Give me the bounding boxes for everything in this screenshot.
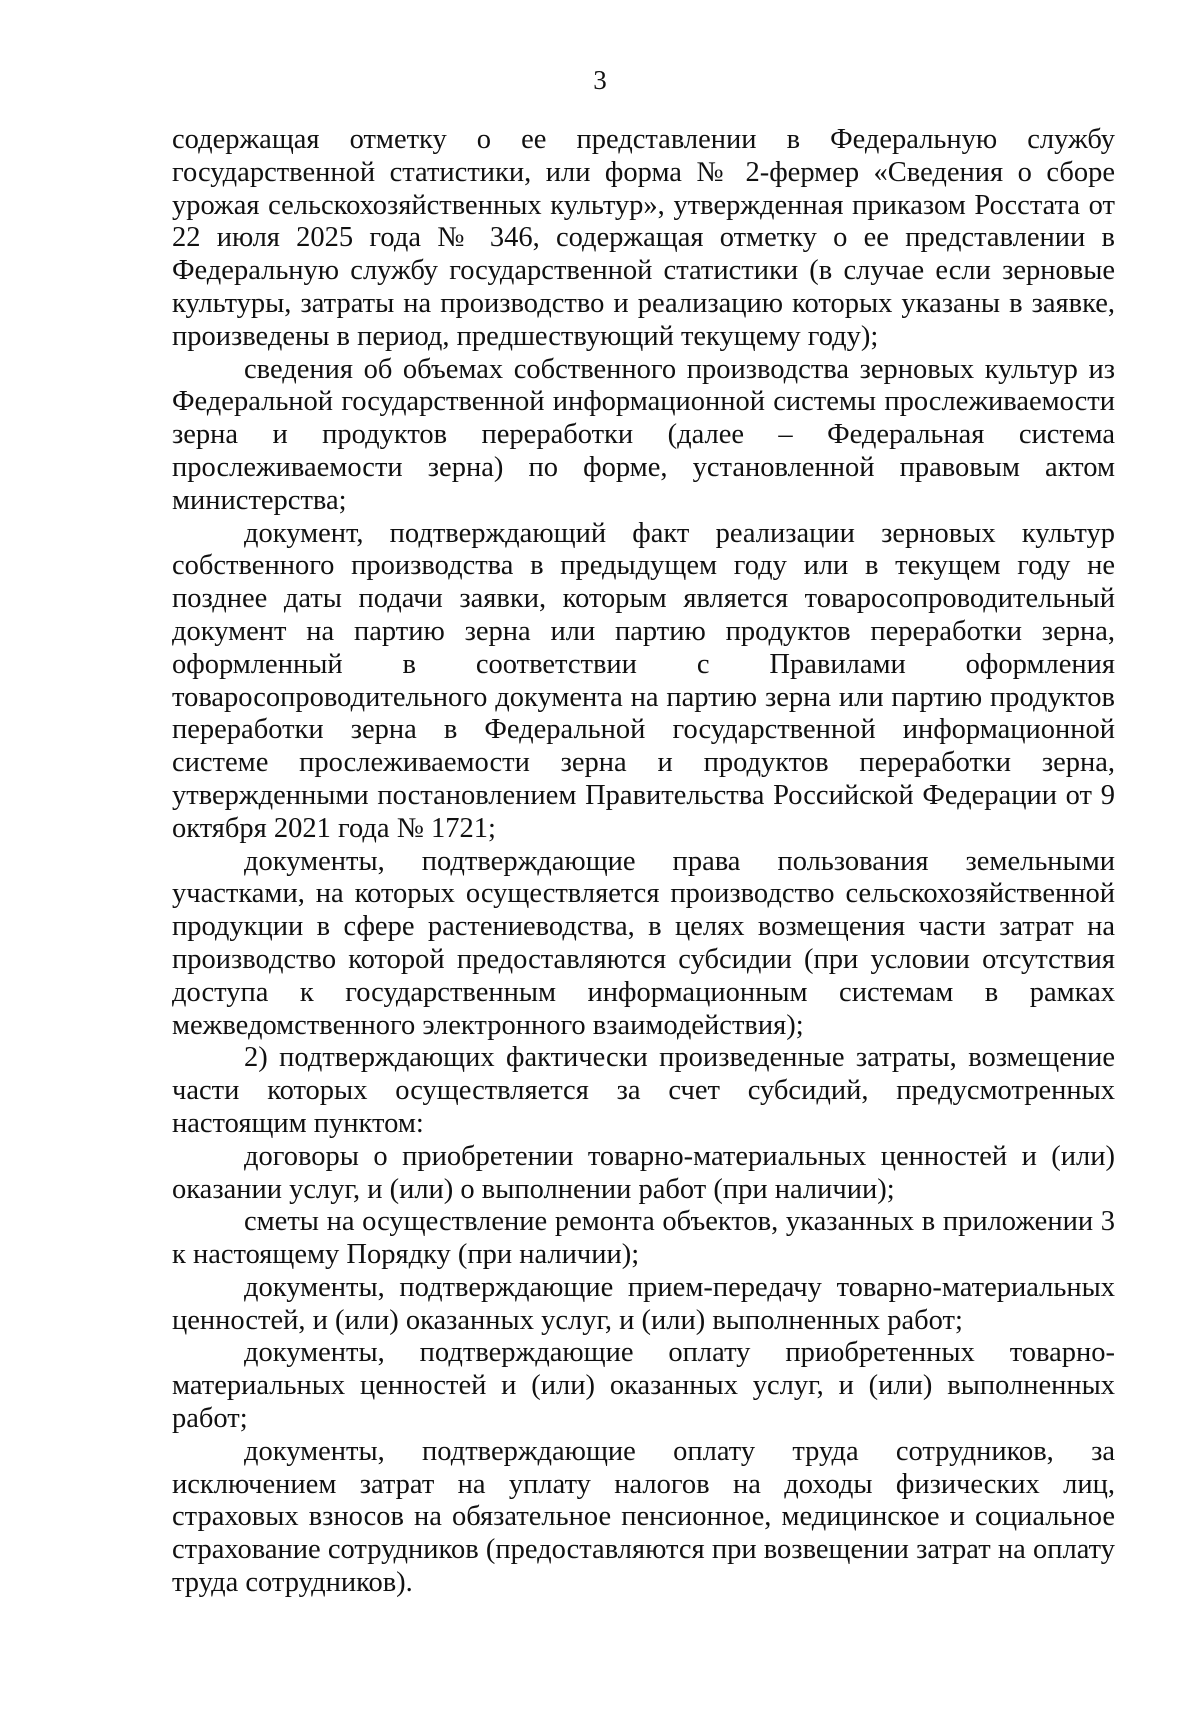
paragraph: документы, подтверждающие оплату приобретенных товарно-материальных ценностей и (или) оказанных услуг, и (или) выполненных работ; (172, 1337, 1115, 1435)
paragraph-item-2: 2) подтверждающих фактически произведенные затраты, возмещение части которых осуществляется за счет субсидий, предусмотренных настоящим пунктом: (172, 1042, 1115, 1139)
document-body (172, 124, 1115, 1600)
paragraph-continuation: содержащая отметку о ее представлении в Федеральную службу государственной статистики, или форма № 2-фермер «Сведения о сборе урожая сельскохозяйственных культур», утвержденная приказом Росстата от 22 июля 2025 года № 346, содержащая отметку о ее представлении в Федеральную службу государственной статистики (в случае если зерновые культуры, затраты на производство и реализацию которых указаны в заявке, произведены в период, предшествующий текущему году); (172, 124, 1115, 352)
paragraph: сметы на осуществление ремонта объектов, указанных в приложении 3 к настоящему Порядку (при наличии); (172, 1206, 1115, 1271)
paragraph: документы, подтверждающие прием-передачу товарно-материальных ценностей, и (или) оказанных услуг, и (или) выполненных работ; (172, 1271, 1115, 1336)
paragraph: договоры о приобретении товарно-материальных ценностей и (или) оказании услуг, и (или) о выполнении работ (при наличии); (172, 1140, 1115, 1205)
paragraph: документы, подтверждающие права пользования земельными участками, на которых осуществляется производство сельскохозяйственной продукции в сфере растениеводства, в целях возмещения части затрат на производство которой предоставляются субсидии (при условии отсутствия доступа к государственным информационным системам в рамках межведомственного электронного взаимодействия); (172, 845, 1115, 1041)
paragraph: сведения об объемах собственного производства зерновых культур из Федеральной государственной информационной системы прослеживаемости зерна и продуктов переработки (далее – Федеральная система прослеживаемости зерна) по форме, установленной правовым актом министерства; (172, 353, 1115, 516)
page-number: 3 (593, 65, 607, 95)
paragraph: документы, подтверждающие оплату труда сотрудников, за исключением затрат на уплату налогов на доходы физических лиц, страховых взносов на обязательное пенсионное, медицинское и социальное страхование сотрудников (предоставляются при возвещении затрат на оплату труда сотрудников). (172, 1435, 1115, 1599)
paragraph: документ, подтверждающий факт реализации зерновых культур собственного производства в предыдущем году или в текущем году не позднее даты подачи заявки, которым является товаросопроводительный документ на партию зерна или партию продуктов переработки зерна, оформленный в соответствии с Правилами оформления товаросопроводительного документа на партию зерна или партию продуктов переработки зерна в Федеральной государственной информационной системе прослеживаемости зерна и продуктов переработки зерна, утвержденными постановлением Правительства Российской Федерации от 9 октября 2021 года № 1721; (172, 517, 1115, 844)
